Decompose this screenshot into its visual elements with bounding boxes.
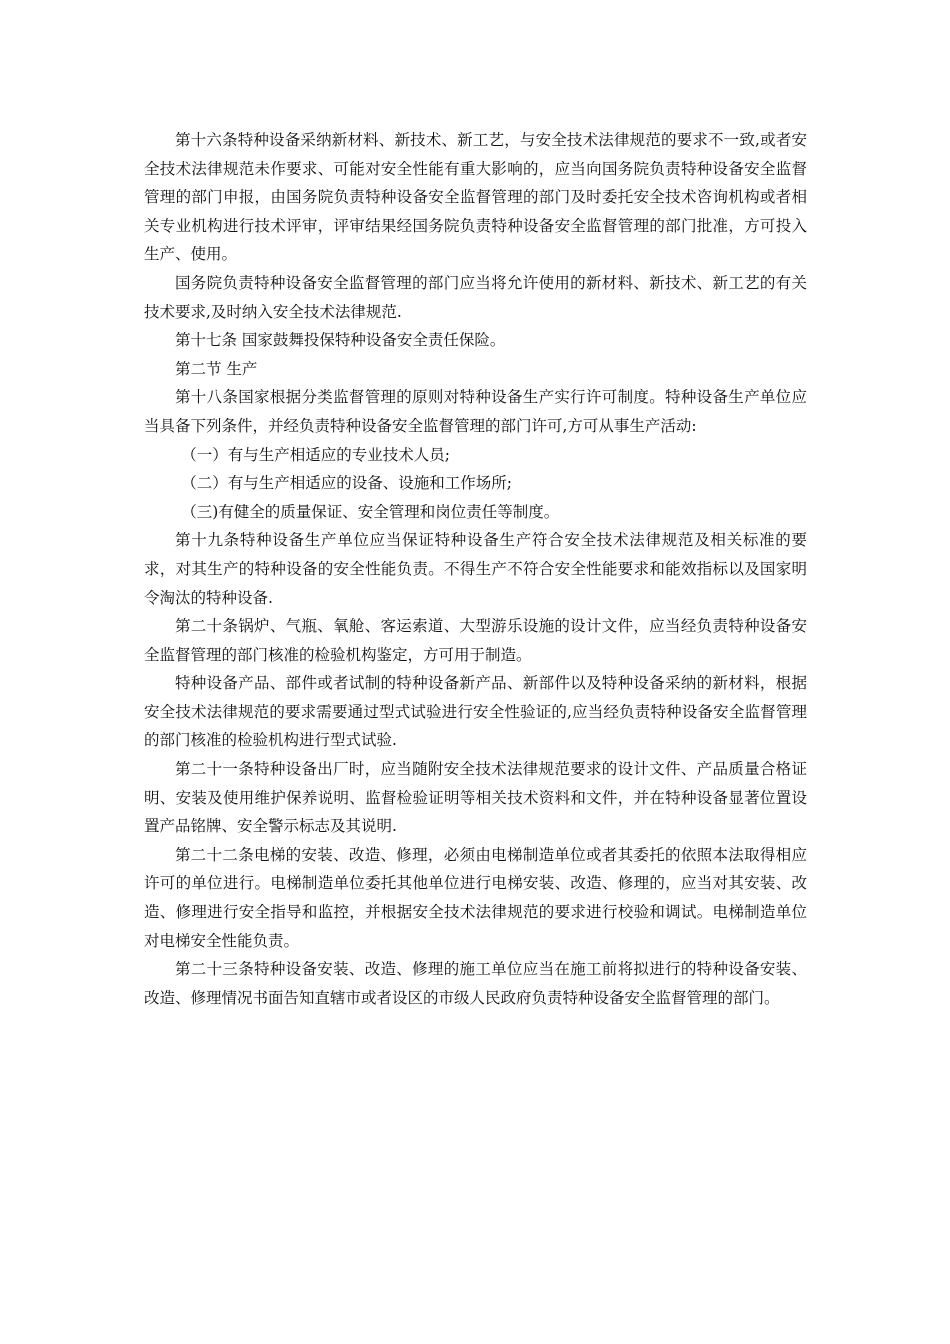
article-18-paragraph: 第十八条国家根据分类监督管理的原则对特种设备生产实行许可制度。特种设备生产单位应当具备下列条件，并经负责特种设备安全监督管理的部门许可,方可从事生产活动: [144, 388, 807, 435]
article-18-item-2: （二）有与生产相适应的设备、设施和工作场所; [181, 474, 512, 493]
article-18-item-3: （三)有健全的质量保证、安全管理和岗位责任等制度。 [181, 502, 560, 521]
article-19-paragraph: 第十九条特种设备生产单位应当保证特种设备生产符合安全技术法律规范及相关标准的要求，对其生产的特种设备的安全性能负责。不得生产不符合安全性能要求和能效指标以及国家明令淘汰的特种设备. [144, 531, 807, 607]
document-body [144, 126, 807, 1012]
article-16-second-paragraph: 国务院负责特种设备安全监督管理的部门应当将允许使用的新材料、新技术、新工艺的有关技术要求,及时纳入安全技术法律规范. [144, 273, 807, 321]
article-21-paragraph: 第二十一条特种设备出厂时，应当随附安全技术法律规范要求的设计文件、产品质量合格证明、安装及使用维护保养说明、监督检验证明等相关技术资料和文件，并在特种设备显著位置设置产品铭牌、安全警示标志及其说明. [144, 760, 807, 836]
article-20-paragraph: 第二十条锅炉、气瓶、氧舱、客运索道、大型游乐设施的设计文件，应当经负责特种设备安全监督管理的部门核准的检验机构鉴定，方可用于制造。 [144, 617, 807, 664]
article-22-paragraph: 第二十二条电梯的安装、改造、修理，必须由电梯制造单位或者其委托的依照本法取得相应许可的单位进行。电梯制造单位委托其他单位进行电梯安装、改造、修理的，应当对其安装、改造、修理进行安全指导和监控，并根据安全技术法律规范的要求进行校验和调试。电梯制造单位对电梯安全性能负责。 [144, 845, 807, 950]
article-20-second-paragraph: 特种设备产品、部件或者试制的特种设备新产品、新部件以及特种设备采纳的新材料，根据安全技术法律规范的要求需要通过型式试验进行安全性验证的,应当经负责特种设备安全监督管理的部门核准的检验机构进行型式试验. [144, 674, 807, 750]
article-17-paragraph: 第十七条 国家鼓舞投保特种设备安全责任保险。 [175, 331, 506, 350]
article-18-item-1: （一）有与生产相适应的专业技术人员; [181, 445, 450, 464]
article-23-paragraph: 第二十三条特种设备安装、改造、修理的施工单位应当在施工前将拟进行的特种设备安装、改造、修理情况书面告知直辖市或者设区的市级人民政府负责特种设备安全监督管理的部门。 [144, 960, 807, 1007]
section-heading-production: 第二节 生产 [175, 359, 258, 378]
article-16-paragraph: 第十六条特种设备采纳新材料、新技术、新工艺，与安全技术法律规范的要求不一致,或者安全技术法律规范未作要求、可能对安全性能有重大影响的，应当向国务院负责特种设备安全监督管理的部门申报，由国务院负责特种设备安全监督管理的部门及时委托安全技术咨询机构或者相关专业机构进行技术评审，评审结果经国务院负责特种设备安全监督管理的部门批准，方可投入生产、使用。 [144, 131, 807, 264]
